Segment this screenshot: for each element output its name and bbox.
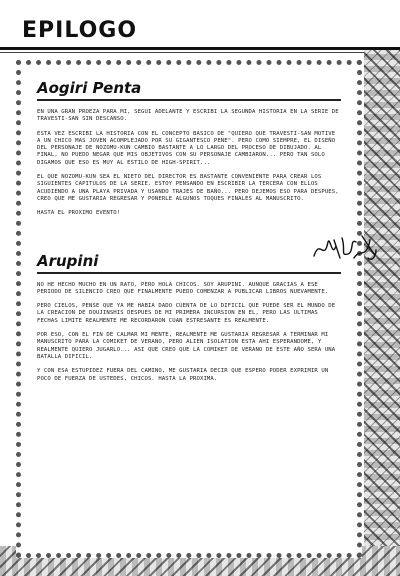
heading-divider <box>37 99 341 101</box>
paragraph: NO HE HECHO MUCHO EN UN RATO, PERO HOLA CHICOS. SOY ARUPINI. AUNQUE GRACIAS A ESE PERIODO DE SILENCIO CREO QUE FINALMENTE PUEDO COMENZAR A PUBLICAR LIBROS NUEVAMENTE. <box>37 281 329 295</box>
section-aogiri-penta <box>37 79 341 218</box>
page-title: EPILOGO <box>22 18 138 43</box>
paragraph: PERO CIELOS, PENSE QUE YA ME HABIA DADO CUENTA DE LO DIFICIL QUE PUEDE SER EL MUNDO DE LA CREACION DE DOUJINSHIS DESPUES DE MI PRIMERA INCURSION EN EL, PERO LAS ULTIMAS FECHAS LIMITE REALMENTE ME RECORDARON CUAN ESTRESANTE ES REALMENTE. <box>37 303 336 324</box>
title-divider-thin <box>0 52 400 53</box>
section-heading: Aogiri Penta <box>37 79 142 97</box>
section-arupini <box>37 252 341 383</box>
paragraph: EL QUE NOZOMU-KUN SEA EL NIETO DEL DIRECTOR ES BASTANTE CONVENIENTE PARA CREAR LOS SIGUIENTES CAPITULOS DE LA SERIE. ESTOY PENSANDO EN ESCRIBIR LA TERCERA CON ELLOS ACUDIENDO A UNA PLAYA PRIVADA Y USANDO TRAJES DE BAÑO... PERO DEJEMOS ESO PARA DESPUES, CREO QUE ME GUSTARIA REGRESAR Y PONERLE ALGUNOS TOQUES FINALES AL MANUSCRITO. <box>37 174 339 202</box>
paragraph: Y CON ESA ESTUPIDEZ FUERA DEL CAMINO, ME GUSTARIA DECIR QUE ESPERO PODER EXPRIMIR UN POCO DE FUERZA DE USTEDES, CHICOS. HASTA LA PROXIMA. <box>37 368 329 382</box>
title-divider <box>0 47 400 50</box>
paragraph: HASTA EL PROXIMO EVENTO! <box>37 210 121 217</box>
handwritten-signature <box>310 228 380 268</box>
section-heading: Arupini <box>37 251 99 270</box>
heading-divider <box>37 272 341 274</box>
paragraph: POR ESO, CON EL FIN DE CALMAR MI MENTE, REALMENTE ME GUSTARIA REGRESAR A TERMINAR MI MANUSCRITO PARA LA COMIKET DE VERANO, PERO ALIEN ISOLATION ESTA AHI ESPERANDOME, Y REALMENTE QUIERO JUGARLO... ASI QUE CREO QUE LA COMIKET DE VERANO DE ESTE AÑO SERA UNA BATALLA DIFICIL. <box>37 332 336 360</box>
text-frame <box>16 60 362 558</box>
paragraph: ESTA VEZ ESCRIBI LA HISTORIA CON EL CONCEPTO BASICO DE "QUIERO QUE TRAVESTI-SAN MOTIVE A UN CHICO MAS JOVEN ACOMPLEJADO POR SU GIGANTESCO PENE". PERO COMO SIEMPRE, EL DISEÑO DEL PERSONAJE DE NOZOMU-KUN CAMBIO BASTANTE A LO LARGO DEL PROCESO DE DIBUJADO. AL FINAL, NO PUEDO NEGAR QUE MIS OBJETIVOS CON SU PERSONAJE CAMBIARON... PERO TAN SOLO DIGAMOS QUE ESO ES MUY AL ESTILO DE HIGH-SPIRIT... <box>37 130 336 166</box>
paragraph: EN UNA GRAN PROEZA PARA MI, SEGUI ADELANTE Y ESCRIBI LA SEGUNDA HISTORIA EN LA SERIE DE TRAVESTI-SAN SIN DESCANSO. <box>37 109 339 123</box>
plaid-pattern-right <box>364 50 400 576</box>
